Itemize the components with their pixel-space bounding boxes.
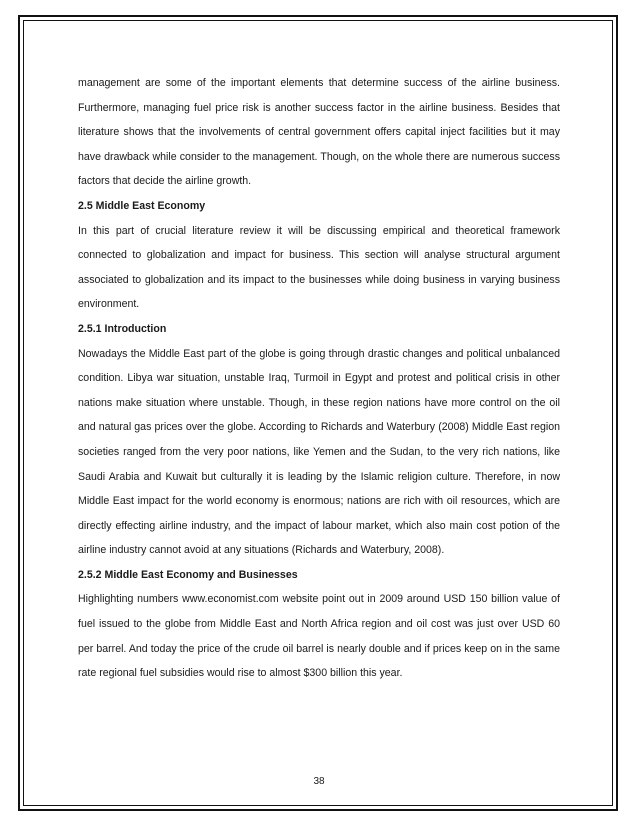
document-body (78, 71, 560, 686)
paragraph-introduction: Nowadays the Middle East part of the globe is going through drastic changes and political unbalanced condition. Libya war situation, unstable Iraq, Turmoil in Egypt and protest and political crisis in other nations make situation where unstable. Though, in these region nations have more control on the oil and natural gas prices over the globe. According to Richards and Waterbury (2008) Middle East region societies ranged from the very poor nations, like Yemen and the Sudan, to the very rich nations, like Saudi Arabia and Kuwait but culturally it is leading by the Islamic religion culture. Therefore, in now Middle East impact for the world economy is enormous; nations are rich with oil resources, which are directly effecting airline industry, and the impact of labour market, which also main cost potion of the airline industry cannot avoid at any situations (Richards and Waterbury, 2008). (78, 347, 560, 557)
heading-introduction: 2.5.1 Introduction (78, 322, 167, 335)
heading-economy-and-businesses: 2.5.2 Middle East Economy and Businesses (78, 568, 298, 581)
paragraph-economy-businesses: Highlighting numbers www.economist.com website point out in 2009 around USD 150 billion value of fuel issued to the globe from Middle East and North Africa region and oil cost was just over USD 60 per barrel. And today the price of the crude oil barrel is nearly double and if prices keep on in the same rate regional fuel subsidies would rise to almost $300 billion this year. (78, 593, 560, 680)
heading-middle-east-economy: 2.5 Middle East Economy (78, 199, 206, 212)
page-number: 38 (313, 776, 325, 787)
paragraph-success-factors: management are some of the important elements that determine success of the airline business. Furthermore, managing fuel price risk is another success factor in the airline business. Besides that literature shows that the involvements of central government offers capital inject facilities but it may have drawback while consider to the management. Though, on the whole there are numerous success factors that decide the airline growth. (78, 77, 560, 188)
paragraph-literature-review: In this part of crucial literature review it will be discussing empirical and theoretical framework connected to globalization and impact for business. This section will analyse structural argument associated to globalization and its impact to the businesses while doing business in varying business environment. (78, 224, 560, 311)
